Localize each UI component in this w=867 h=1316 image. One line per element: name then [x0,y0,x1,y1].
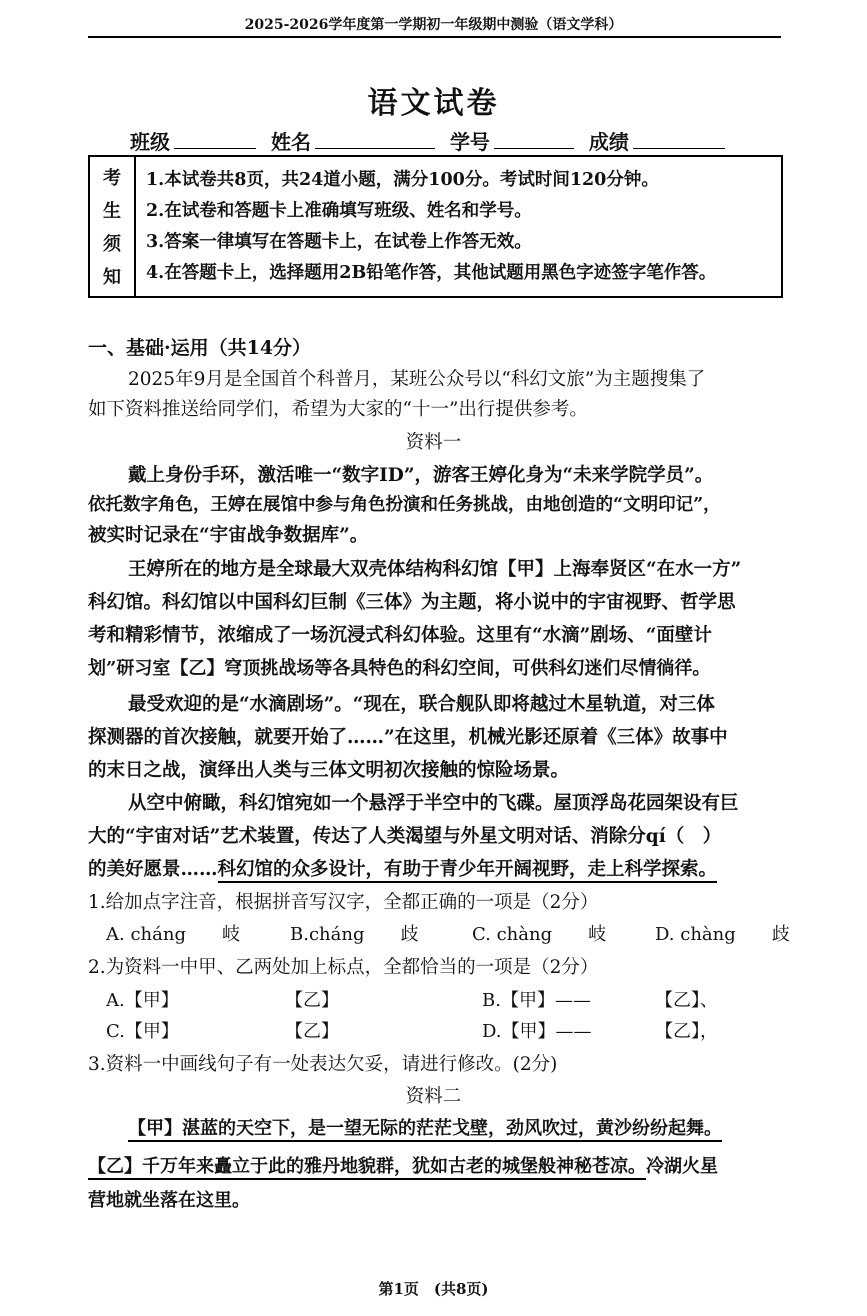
student-info-line [130,126,733,155]
question-1-option-b: B.cháng 歧 [290,924,419,945]
underlined-sentence: 【甲】湛蓝的天空下，是一望无际的茫茫戈壁，劲风吹过，黄沙纷纷起舞。 [128,1118,722,1142]
question-1-option-a: A. cháng 岐 [106,924,240,945]
notice-item: 4.在答题卡上，选择题用2B铅笔作答，其他试题用黑色字迹签字笔作答。 [146,263,717,283]
score-blank [633,134,725,149]
question-3-stem: 3.资料一中画线句子有一处表达欠妥，请进行修改。(2分) [88,1054,558,1075]
material-line: 最受欢迎的是“水滴剧场”。“现在，联合舰队即将越过木星轨道，对三体 [128,694,715,715]
question-2-option-c-part2: 【乙】 [285,1021,339,1042]
name-label: 姓名 [270,130,311,154]
material-line: 大的“宇宙对话”艺术装置，传达了人类渴望与外星文明对话、消除分qí（ ） [88,826,722,847]
material-line: 科幻馆。科幻馆以中国科幻巨制《三体》为主题，将小说中的宇宙视野、哲学思 [88,592,736,613]
question-1-option-c: C. chàng 岐 [472,924,607,945]
notice-item: 2.在试卷和答题卡上准确填写班级、姓名和学号。 [146,201,532,221]
question-2-option-a-part2: 【乙】 [285,990,339,1011]
exam-header: 2025-2026学年度第一学期初一年级期中测验（语文学科） [244,17,623,33]
question-2-option-b-part2: 【乙】、 [655,990,718,1011]
question-2-stem: 2.为资料一中甲、乙两处加上标点，全都恰当的一项是（2分） [88,957,599,978]
material-line [88,855,717,881]
material-line: 探测器的首次接触，就要开始了……”在这里，机械光影还原着《三体》故事中 [88,727,728,748]
material-line-plain: 的美好愿景…… [88,859,218,880]
name-blank [315,134,435,149]
material-line: 戴上身份手环，激活唯一“数字ID”，游客王婷化身为“未来学院学员”。 [128,465,714,486]
intro-line: 如下资料推送给同学们，希望为大家的“十一”出行提供参考。 [88,399,588,420]
question-2-option-b-part1: B.【甲】—— [482,990,591,1011]
notice-list [146,165,777,289]
question-2-option-d-part2: 【乙】， [655,1021,718,1042]
student-id-blank [494,134,574,149]
material-2-line [88,1152,718,1178]
underlined-sentence: 【乙】千万年来矗立于此的雅丹地貌群，犹如古老的城堡般神秘苍凉。 [88,1156,646,1180]
material-line: 划”研习室【乙】穹顶挑战场等各具特色的科幻空间，可供科幻迷们尽情徜徉。 [88,658,711,679]
material-line: 被实时记录在“宇宙战争数据库”。 [88,525,369,546]
exam-notice-box [88,155,783,298]
score-label: 成绩 [588,130,629,154]
material-line: 依托数字角色，王婷在展馆中参与角色扮演和任务挑战，由地创造的“文明印记”， [88,495,721,515]
notice-label: 考 生 须 知 [90,157,136,296]
class-blank [174,134,256,149]
material-1-title: 资料一 [405,432,462,453]
question-2-option-c-part1: C.【甲】 [106,1021,179,1042]
underlined-sentence: 科幻馆的众多设计，有助于青少年开阔视野，走上科学探索。 [218,859,718,883]
material-line: 从空中俯瞰，科幻馆宛如一个悬浮于半空中的飞碟。屋顶浮岛花园架设有巨 [128,793,739,814]
material-2-title: 资料二 [405,1086,462,1107]
notice-item: 1.本试卷共8页，共24道小题，满分100分。考试时间120分钟。 [146,170,659,190]
material-line: 的末日之战，演绎出人类与三体文明初次接触的惊险场景。 [88,760,570,781]
class-label: 班级 [130,130,170,154]
material-line: 王婷所在的地方是全球最大双壳体结构科幻馆【甲】上海奉贤区“在水一方” [128,559,742,580]
material-2-line: 营地就坐落在这里。 [88,1190,250,1211]
page-footer: 第1页 (共8页) [378,1280,489,1298]
student-id-label: 学号 [449,130,490,154]
question-2-option-a-part1: A.【甲】 [106,990,179,1011]
material-2-line [128,1114,722,1140]
question-2-option-d-part1: D.【甲】—— [482,1021,592,1042]
material-2-line-tail: 冷湖火星 [646,1156,718,1177]
question-1-option-d: D. chàng 歧 [655,924,790,945]
notice-item: 3.答案一律填写在答题卡上，在试卷上作答无效。 [146,232,532,252]
question-1-stem: 1.给加点字注音，根据拼音写汉字，全都正确的一项是（2分） [88,892,599,913]
intro-line: 2025年9月是全国首个科普月，某班公众号以“科幻文旅”为主题搜集了 [128,369,706,390]
material-line: 考和精彩情节，浓缩成了一场沉浸式科幻体验。这里有“水滴”剧场、“面壁计 [88,625,712,646]
section-heading: 一、基础·运用（共14分） [88,337,312,359]
header-rule [88,36,781,38]
page-title: 语文试卷 [367,86,500,121]
